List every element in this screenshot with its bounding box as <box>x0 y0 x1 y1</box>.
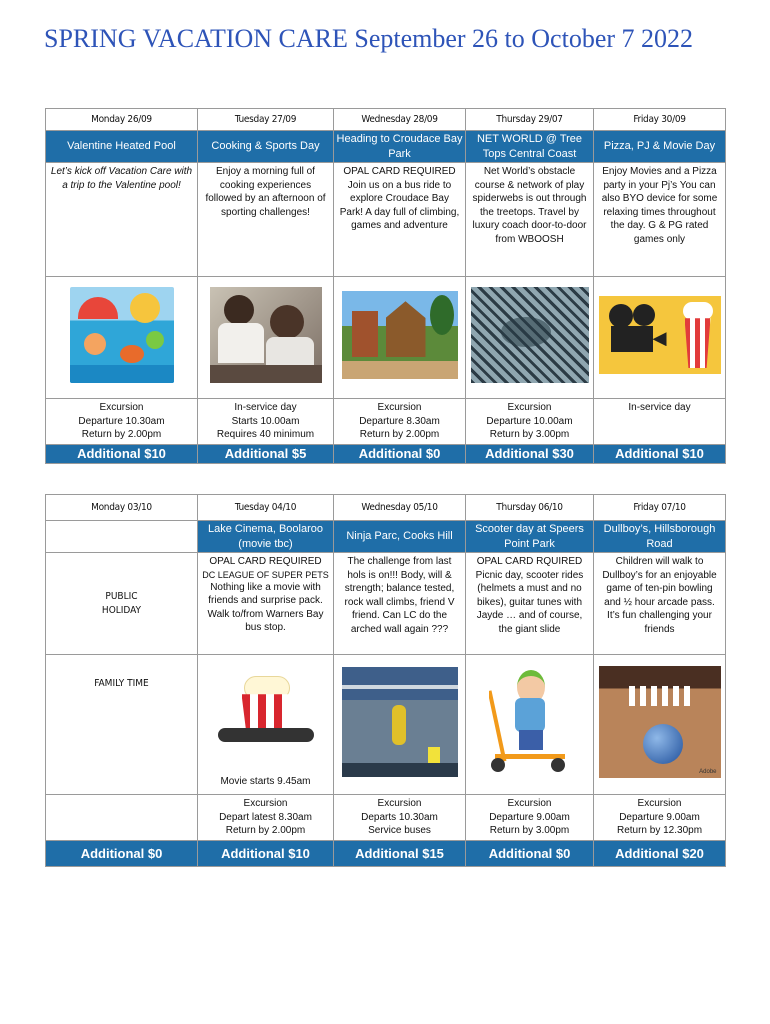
image-credit: Adobe <box>699 769 717 776</box>
family-time-label: FAMILY TIME <box>46 655 198 795</box>
activity-title: Cooking & Sports Day <box>198 131 334 163</box>
departure-time: Departure 8.30am <box>359 415 440 427</box>
additional-cost: Additional $30 <box>466 445 594 464</box>
activity-title: Valentine Heated Pool <box>46 131 198 163</box>
excursion-label: In-service day <box>234 402 297 413</box>
net-world-photo-image <box>471 287 589 383</box>
departure-time: Departure 9.00am <box>619 811 700 823</box>
week1-table <box>45 108 726 464</box>
popcorn-film-image <box>218 672 314 758</box>
activity-description: Nothing like a movie with friends and surprise pack. Walk to/from Warners Bay bus stop. <box>207 581 324 634</box>
additional-cost: Additional $0 <box>46 841 198 867</box>
day-header: Thursday 06/10 <box>466 495 594 521</box>
departure-time: Departure 10.30am <box>78 415 165 427</box>
day-header: Monday 26/09 <box>46 109 198 131</box>
opal-card-note: OPAL CARD REQUIRED <box>209 556 322 567</box>
additional-cost: Additional $0 <box>466 841 594 867</box>
departure-time: Departure 10.00am <box>486 415 573 427</box>
additional-cost: Additional $5 <box>198 445 334 464</box>
activity-description: Enjoy a morning full of cooking experiences followed by an afternoon of sporting challenges! <box>198 163 334 277</box>
day-header: Tuesday 04/10 <box>198 495 334 521</box>
pool-cartoon-image <box>70 287 174 383</box>
activity-title: Scooter day at Speers Point Park <box>466 521 594 553</box>
movie-title: DC LEAGUE OF SUPER PETS <box>202 569 329 580</box>
activity-description: OPAL CARD RQUIRED Picnic day, scooter rides (helmets a must and no bikes), guitar tunes with Jayde … and of course, the giant slide <box>466 553 594 655</box>
activity-description: The challenge from last hols is on!!! Body, will & strength; balance tested, rock wall climbs, friend V friend. Can LC do the arched wall again ??? <box>334 553 466 655</box>
week2-table <box>45 494 726 867</box>
day-header: Thursday 29/07 <box>466 109 594 131</box>
movie-popcorn-image <box>599 296 721 374</box>
day-header: Friday 30/09 <box>594 109 726 131</box>
activity-title: Ninja Parc, Cooks Hill <box>334 521 466 553</box>
excursion-label: In-service day <box>628 402 691 413</box>
departure-time: Departs 10.30am <box>361 811 438 823</box>
return-time: Return by 12.30pm <box>616 825 703 836</box>
activity-description: Let’s kick off Vacation Care with a trip to the Valentine pool! <box>46 163 198 277</box>
activity-description: Children will walk to Dullboy’s for an enjoyable game of ten-pin bowling and ½ hour arcade pass. It’s fun challenging your friends <box>594 553 726 655</box>
activity-title: NET WORLD @ Tree Tops Central Coast <box>466 131 594 163</box>
public-holiday-label: PUBLIC HOLIDAY <box>46 553 198 655</box>
return-time: Return by 3.00pm <box>489 825 570 836</box>
day-header: Tuesday 27/09 <box>198 109 334 131</box>
excursion-label: Excursion <box>377 798 422 809</box>
additional-cost: Additional $15 <box>334 841 466 867</box>
departure-time: Depart latest 8.30am <box>219 811 312 823</box>
park-photo-image <box>342 291 458 379</box>
cooking-photo-image <box>210 287 322 383</box>
excursion-label: Excursion <box>243 798 288 809</box>
activity-description: Net World’s obstacle course & network of play spiderwebs is out through the treetops. Travel by luxury coach door-to-door from WBOOSH <box>466 163 594 277</box>
departure-time: Departure 9.00am <box>489 811 570 823</box>
movie-start-note: Movie starts 9.45am <box>220 775 311 787</box>
additional-cost: Additional $0 <box>334 445 466 464</box>
additional-cost: Additional $10 <box>46 445 198 464</box>
activity-title: Heading to Croudace Bay Park <box>334 131 466 163</box>
transport-note: Service buses <box>368 825 431 836</box>
activity-title: Lake Cinema, Boolaroo (movie tbc) <box>198 521 334 553</box>
scooter-boy-image <box>489 666 571 778</box>
bowling-pins-image <box>599 666 721 778</box>
activity-description: Enjoy Movies and a Pizza party in your Pj’s You can also BYO device for some relaxing times throughout the day. G & PG rated games only <box>594 163 726 277</box>
start-time: Starts 10.00am <box>231 415 300 427</box>
ninja-parc-photo-image <box>342 667 458 777</box>
return-time: Return by 3.00pm <box>489 429 570 440</box>
excursion-label: Excursion <box>637 798 682 809</box>
excursion-label: Excursion <box>99 402 144 413</box>
day-header: Monday 03/10 <box>46 495 198 521</box>
return-time: Return by 2.00pm <box>81 429 162 440</box>
additional-cost: Additional $10 <box>198 841 334 867</box>
page-title: SPRING VACATION CARE September 26 to October 7 2022 <box>44 24 694 53</box>
excursion-label: Excursion <box>507 402 552 413</box>
activity-description: OPAL CARD REQUIRED Join us on a bus ride to explore Croudace Bay Park! A day full of climbing, games and adventure <box>334 163 466 277</box>
excursion-label: Excursion <box>507 798 552 809</box>
activity-title: Pizza, PJ & Movie Day <box>594 131 726 163</box>
day-header: Wednesday 05/10 <box>334 495 466 521</box>
minimum-note: Requires 40 minimum <box>216 429 315 440</box>
return-time: Return by 2.00pm <box>359 429 440 440</box>
activity-title: Dullboy’s, Hillsborough Road <box>594 521 726 553</box>
day-header: Friday 07/10 <box>594 495 726 521</box>
additional-cost: Additional $20 <box>594 841 726 867</box>
day-header: Wednesday 28/09 <box>334 109 466 131</box>
return-time: Return by 2.00pm <box>225 825 306 836</box>
additional-cost: Additional $10 <box>594 445 726 464</box>
excursion-label: Excursion <box>377 402 422 413</box>
